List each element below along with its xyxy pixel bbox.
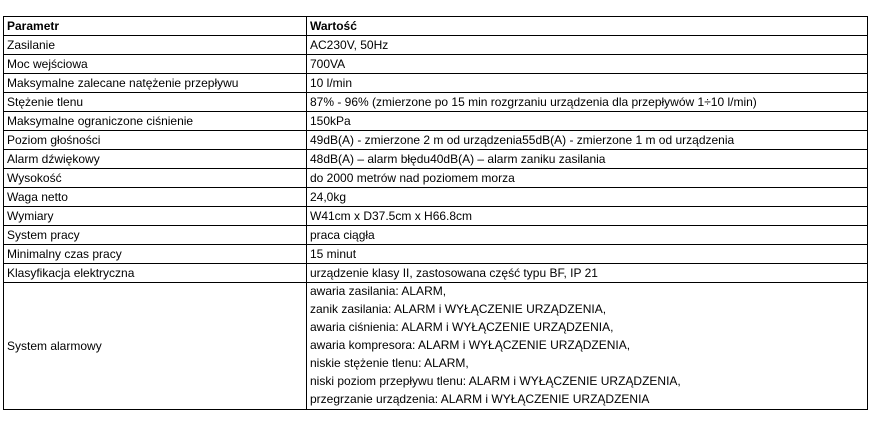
table-row: [4, 36, 868, 55]
row-value: 49dB(A) - zmierzone 2 m od urządzenia55dB(A) - zmierzone 1 m od urządzenia: [307, 131, 868, 150]
alarm-line: niski poziom przepływu tlenu: ALARM i WYŁĄCZENIE URZĄDZENIA,: [310, 374, 681, 388]
row-param: Wysokość: [4, 169, 307, 188]
table-row: [4, 264, 868, 283]
table-row: [4, 74, 868, 93]
alarm-line: przegrzanie urządzenia: ALARM i WYŁĄCZENIE URZĄDZENIA: [310, 392, 650, 406]
row-param: Poziom głośności: [4, 131, 307, 150]
row-param: System alarmowy: [4, 283, 307, 410]
header-param: Parametr: [4, 17, 307, 36]
specification-table: [3, 16, 868, 410]
row-param: Minimalny czas pracy: [4, 245, 307, 264]
row-param: Klasyfikacja elektryczna: [4, 264, 307, 283]
row-value: 15 minut: [307, 245, 868, 264]
row-param: Zasilanie: [4, 36, 307, 55]
alarm-line: awaria ciśnienia: ALARM i WYŁĄCZENIE URZĄDZENIA,: [310, 320, 614, 334]
row-value: do 2000 metrów nad poziomem morza: [307, 169, 868, 188]
row-param: Moc wejściowa: [4, 55, 307, 74]
row-value: 87% - 96% (zmierzone po 15 min rozgrzaniu urządzenia dla przepływów 1÷10 l/min): [307, 93, 868, 112]
table-row: [4, 226, 868, 245]
header-value: Wartość: [307, 17, 868, 36]
row-param: Maksymalne ograniczone ciśnienie: [4, 112, 307, 131]
row-value: 10 l/min: [307, 74, 868, 93]
table-row-alarm-system: [4, 283, 868, 410]
row-param: System pracy: [4, 226, 307, 245]
row-param: Stężenie tlenu: [4, 93, 307, 112]
row-value: praca ciągła: [307, 226, 868, 245]
alarm-line: niskie stężenie tlenu: ALARM,: [310, 356, 469, 370]
row-value: 48dB(A) – alarm błędu40dB(A) – alarm zaniku zasilania: [307, 150, 868, 169]
table-row: [4, 169, 868, 188]
alarm-lines-cell: [307, 283, 868, 410]
row-param: Wymiary: [4, 207, 307, 226]
row-value: 150kPa: [307, 112, 868, 131]
row-value: urządzenie klasy II, zastosowana część typu BF, IP 21: [307, 264, 868, 283]
row-param: Alarm dźwiękowy: [4, 150, 307, 169]
row-value: 700VA: [307, 55, 868, 74]
table-row: [4, 245, 868, 264]
table-row: [4, 207, 868, 226]
alarm-line: awaria kompresora: ALARM i WYŁĄCZENIE URZĄDZENIA,: [310, 338, 631, 352]
table-row: [4, 112, 868, 131]
row-param: Maksymalne zalecane natężenie przepływu: [4, 74, 307, 93]
table-row: [4, 93, 868, 112]
alarm-line: zanik zasilania: ALARM i WYŁĄCZENIE URZĄDZENIA,: [310, 302, 607, 316]
table-header-row: [4, 17, 868, 36]
row-param: Waga netto: [4, 188, 307, 207]
row-value: 24,0kg: [307, 188, 868, 207]
row-value: W41cm x D37.5cm x H66.8cm: [307, 207, 868, 226]
table-row: [4, 55, 868, 74]
table-row: [4, 188, 868, 207]
table-row: [4, 131, 868, 150]
row-value: AC230V, 50Hz: [307, 36, 868, 55]
alarm-line: awaria zasilania: ALARM,: [310, 284, 447, 298]
table-row: [4, 150, 868, 169]
